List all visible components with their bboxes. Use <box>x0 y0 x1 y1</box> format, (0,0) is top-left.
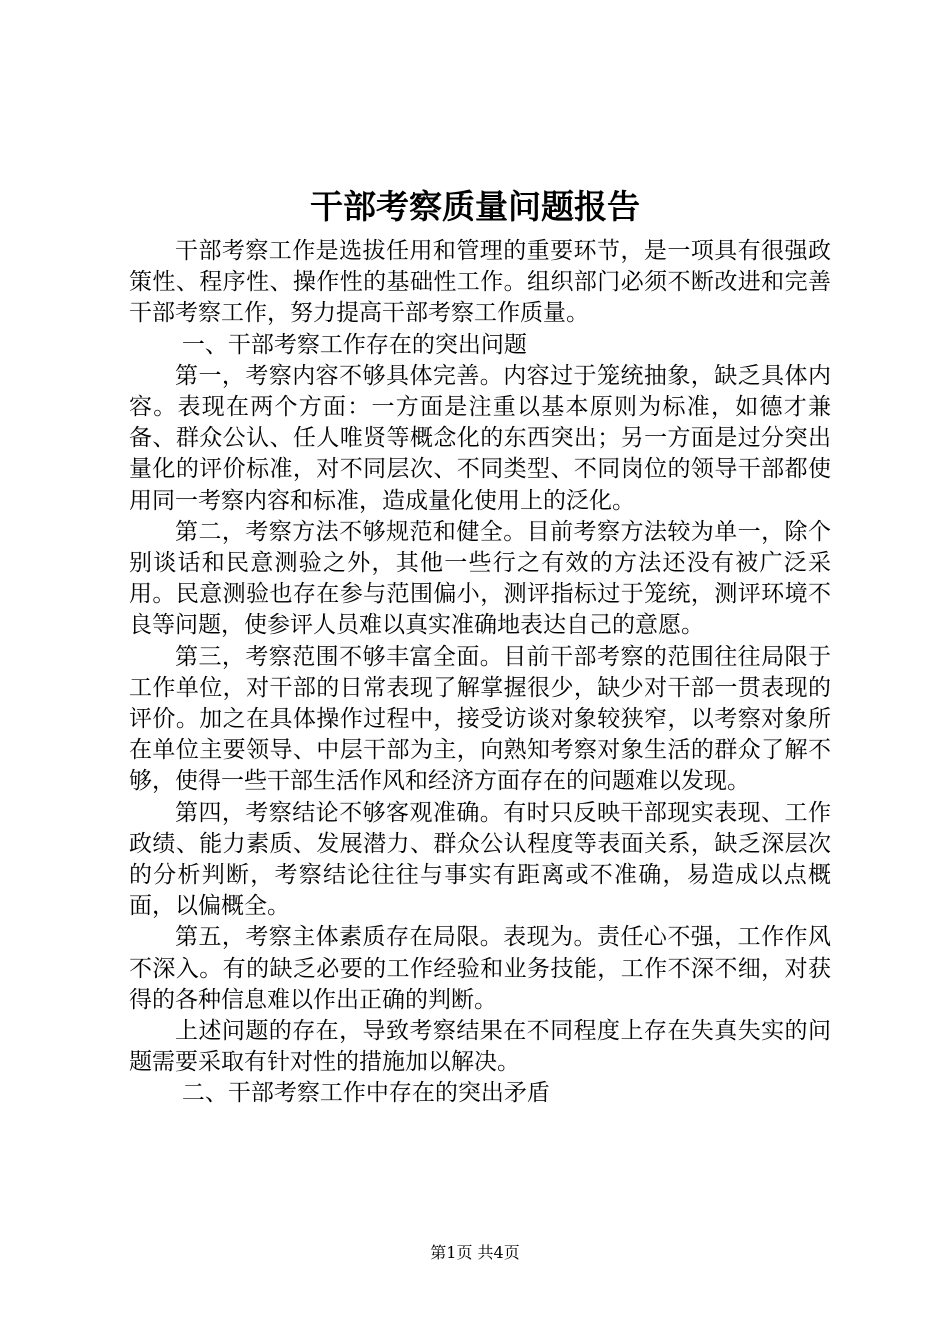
body-paragraph-5: 第五，考察主体素质存在局限。表现为。责任心不强，工作作风不深入。有的缺乏必要的工作经验和业务技能，工作不深不细，对获得的各种信息难以作出正确的判断。 <box>129 924 831 1013</box>
summary-paragraph: 上述问题的存在，导致考察结果在不同程度上存在失真失实的问题需要采取有针对性的措施加以解决。 <box>129 1018 831 1076</box>
document-title: 干部考察质量问题报告 <box>310 187 640 226</box>
section-heading-2: 二、干部考察工作中存在的突出矛盾 <box>181 1080 550 1107</box>
body-paragraph-1: 第一，考察内容不够具体完善。内容过于笼统抽象，缺乏具体内容。表现在两个方面：一方面是注重以基本原则为标准，如德才兼备、群众公认、任人唯贤等概念化的东西突出；另一方面是过分突出量化的评价标准，对不同层次、不同类型、不同岗位的领导干部都使用同一考察内容和标准，造成量化使用上的泛化。 <box>129 362 831 514</box>
body-paragraph-4: 第四，考察结论不够客观准确。有时只反映干部现实表现、工作政绩、能力素质、发展潜力、群众公认程度等表面关系，缺乏深层次的分析判断，考察结论往往与事实有距离或不准确，易造成以点概面，以偏概全。 <box>129 799 831 920</box>
body-paragraph-2: 第二，考察方法不够规范和健全。目前考察方法较为单一，除个别谈话和民意测验之外，其他一些行之有效的方法还没有被广泛采用。民意测验也存在参与范围偏小，测评指标过于笼统，测评环境不良等问题，使参评人员难以真实准确地表达自己的意愿。 <box>129 518 831 639</box>
page-footer: 第1页 共4页 <box>430 1243 520 1262</box>
body-paragraph-3: 第三，考察范围不够丰富全面。目前干部考察的范围往往局限于工作单位，对干部的日常表现了解掌握很少，缺少对干部一贯表现的评价。加之在具体操作过程中，接受访谈对象较狭窄，以考察对象所在单位主要领导、中层干部为主，向熟知考察对象生活的群众了解不够，使得一些干部生活作风和经济方面存在的问题难以发现。 <box>129 643 831 795</box>
document-body <box>129 236 831 1110</box>
section-heading-1: 一、干部考察工作存在的突出问题 <box>181 331 527 358</box>
intro-paragraph: 干部考察工作是选拔任用和管理的重要环节，是一项具有很强政策性、程序性、操作性的基础性工作。组织部门必须不断改进和完善干部考察工作，努力提高干部考察工作质量。 <box>129 238 831 327</box>
